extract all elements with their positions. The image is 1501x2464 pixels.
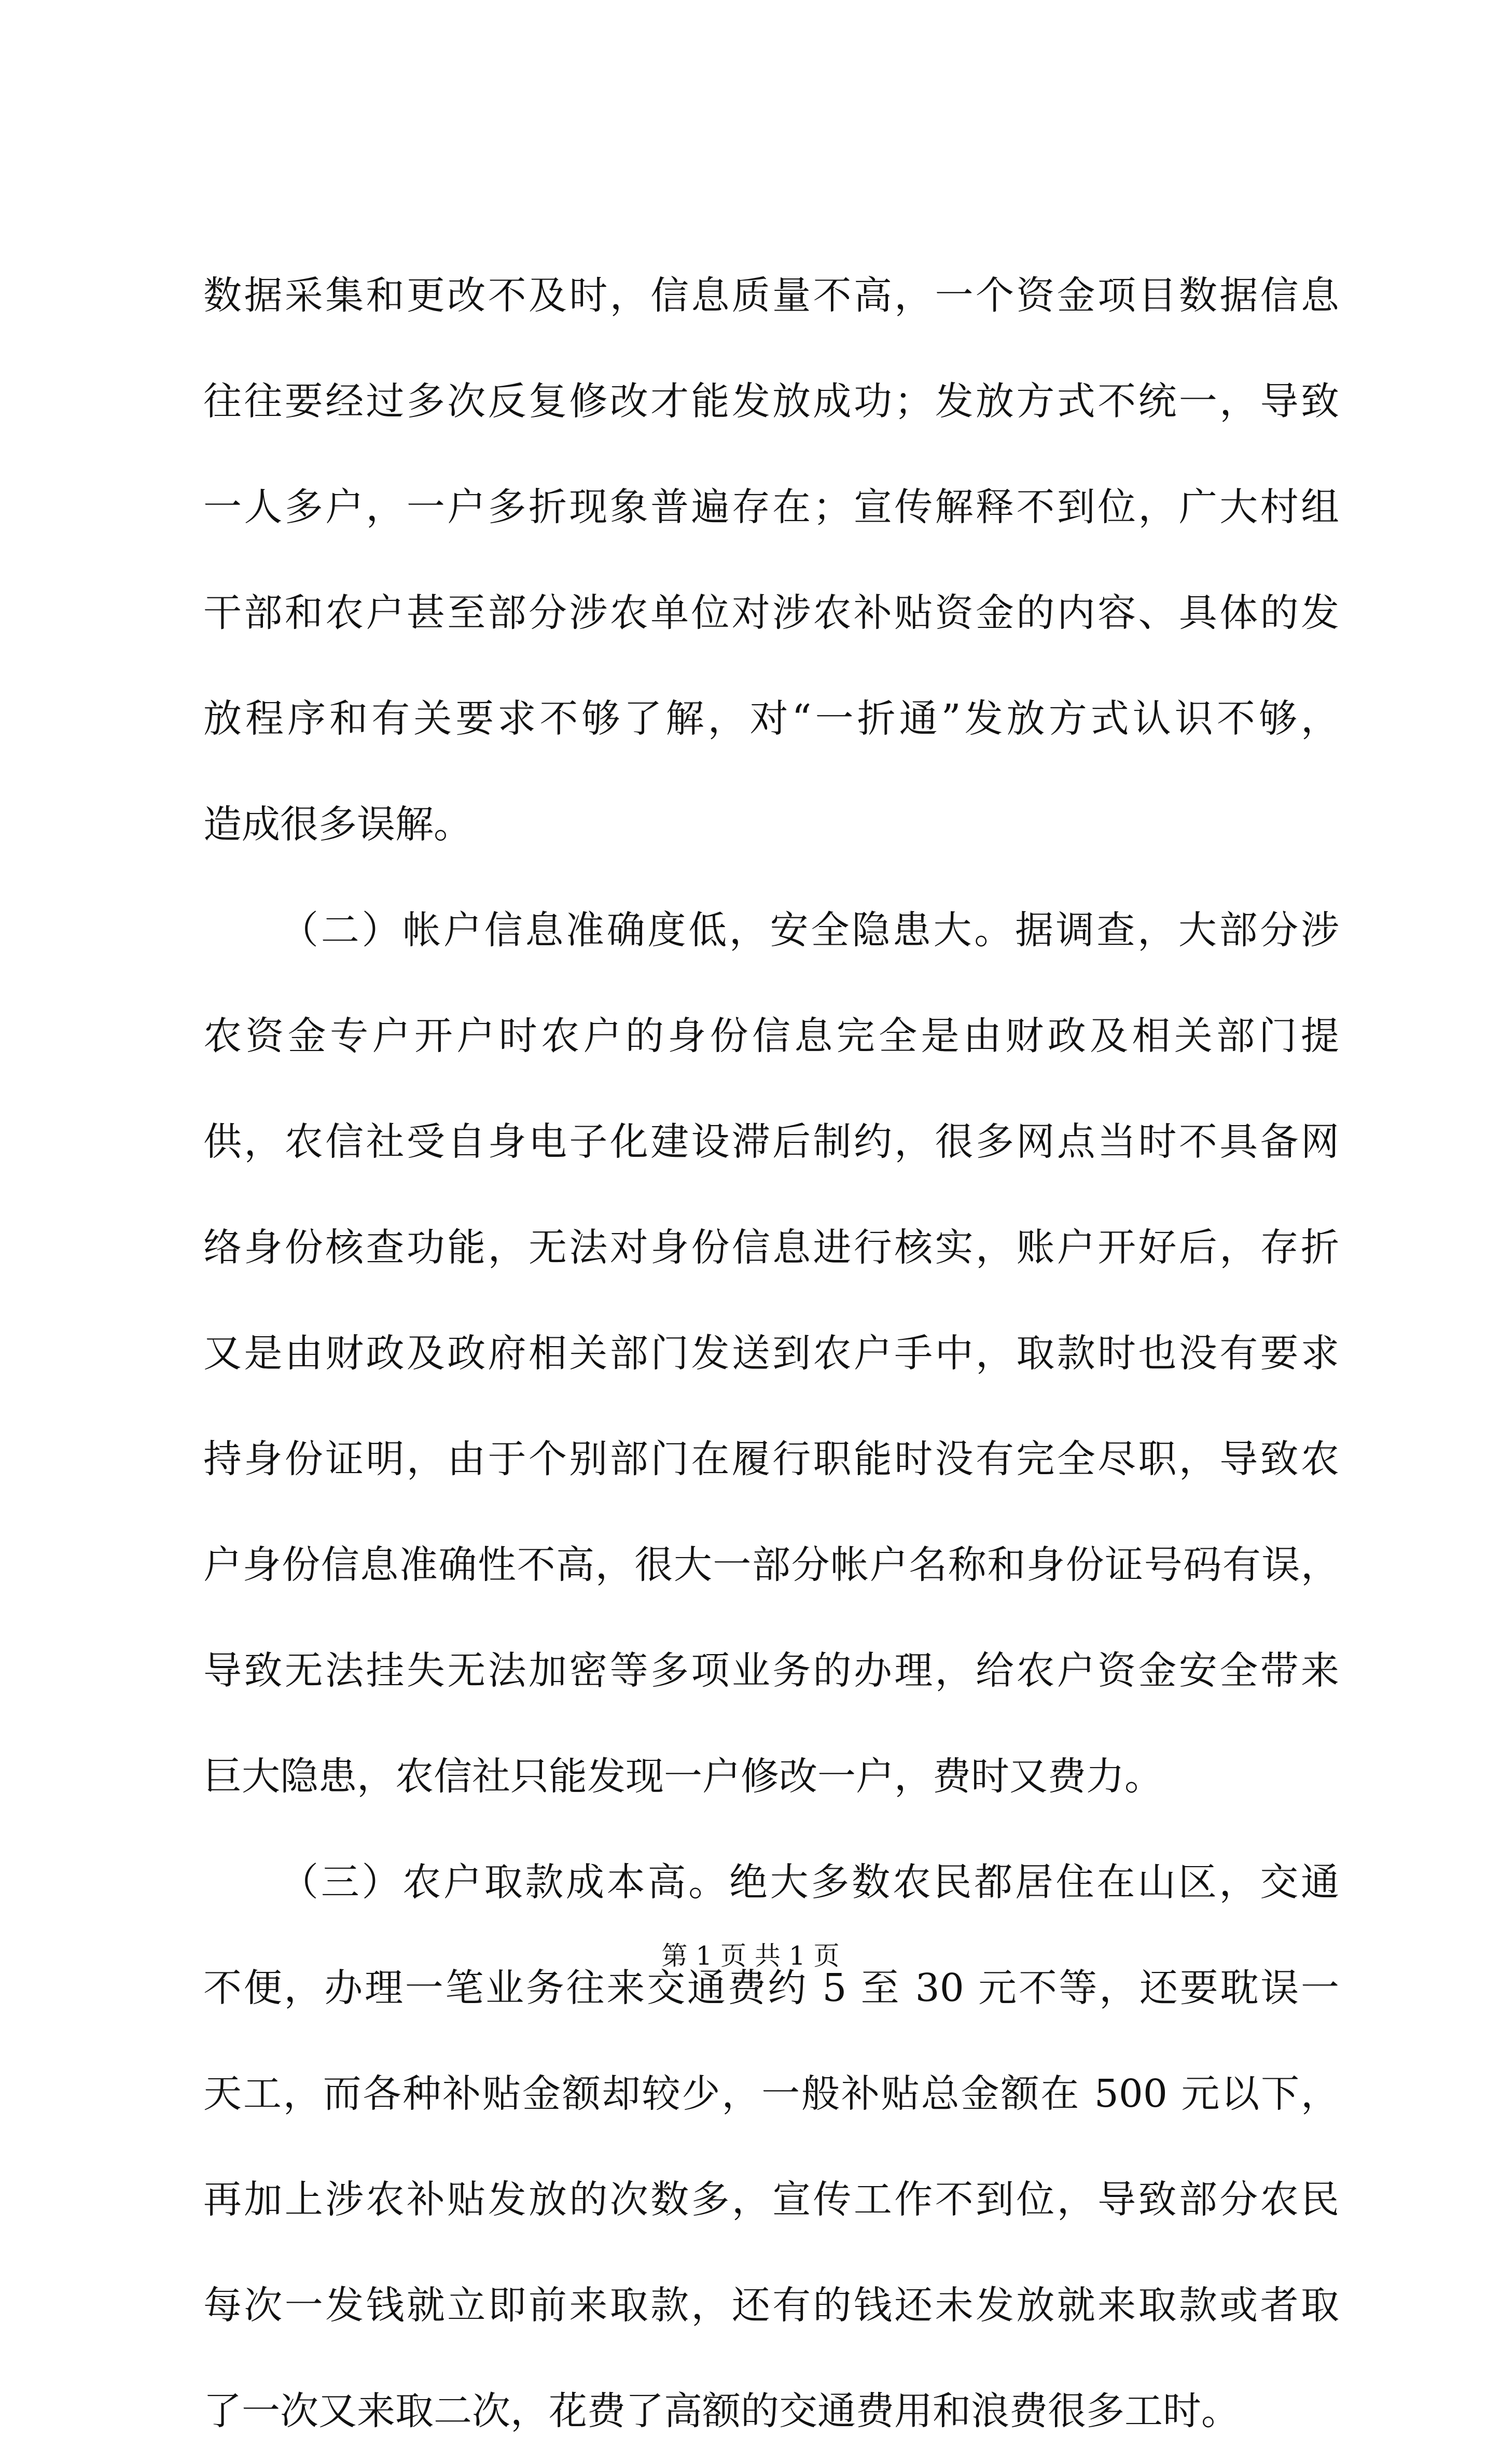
paragraph-intro: [203, 243, 1339, 877]
text-line: 干部和农户甚至部分涉农单位对涉农补贴资金的内容、具体的发: [203, 591, 1339, 635]
paragraph-section-2: [203, 877, 1339, 1829]
section-heading-line: （二）帐户信息准确度低，安全隐患大。据调查，大部分涉: [280, 908, 1339, 953]
text-line: 往往要经过多次反复修改才能发放成功；发放方式不统一，导致: [203, 379, 1339, 424]
text-line: 持身份证明，由于个别部门在履行职能时没有完全尽职，导致农: [203, 1437, 1339, 1481]
text-line: 巨大隐患，农信社只能发现一户修改一户，费时又费力。: [203, 1754, 1163, 1799]
text-line: 造成很多误解。: [203, 802, 472, 847]
text-line: 了一次又来取二次，花费了高额的交通费用和浪费很多工时。: [203, 2389, 1240, 2433]
text-line: 再加上涉农补贴发放的次数多，宣传工作不到位，导致部分农民: [203, 2177, 1339, 2222]
text-line: 户身份信息准确性不高，很大一部分帐户名称和身份证号码有误，: [203, 1543, 1339, 1587]
text-line: 一人多户，一户多折现象普遍存在；宣传解释不到位，广大村组: [203, 485, 1339, 529]
text-line: 又是由财政及政府相关部门发送到农户手中，取款时也没有要求: [203, 1331, 1339, 1376]
text-line: 数据采集和更改不及时，信息质量不高，一个资金项目数据信息: [203, 273, 1339, 318]
text-line: 供，农信社受自身电子化建设滞后制约，很多网点当时不具备网: [203, 1119, 1339, 1164]
page-number-footer: 第 1 页 共 1 页: [661, 1941, 840, 1971]
paragraph-section-3: [203, 1829, 1339, 2464]
text-line: 络身份核查功能，无法对身份信息进行核实，账户开好后，存折: [203, 1225, 1339, 1270]
document-body: [203, 243, 1339, 2464]
text-line: 不便，办理一笔业务往来交通费约 5 至 30 元不等，还要耽误一: [203, 1966, 1339, 2010]
text-line: 每次一发钱就立即前来取款，还有的钱还未发放就来取款或者取: [203, 2283, 1339, 2328]
section-heading-line: （三）农户取款成本高。绝大多数农民都居住在山区，交通: [280, 1860, 1339, 1905]
text-line: 放程序和有关要求不够了解，对“一折通”发放方式认识不够，: [203, 696, 1339, 741]
text-line: 农资金专户开户时农户的身份信息完全是由财政及相关部门提: [203, 1014, 1339, 1058]
text-line: 天工，而各种补贴金额却较少，一般补贴总金额在 500 元以下，: [203, 2071, 1339, 2116]
text-line: 导致无法挂失无法加密等多项业务的办理，给农户资金安全带来: [203, 1648, 1339, 1693]
